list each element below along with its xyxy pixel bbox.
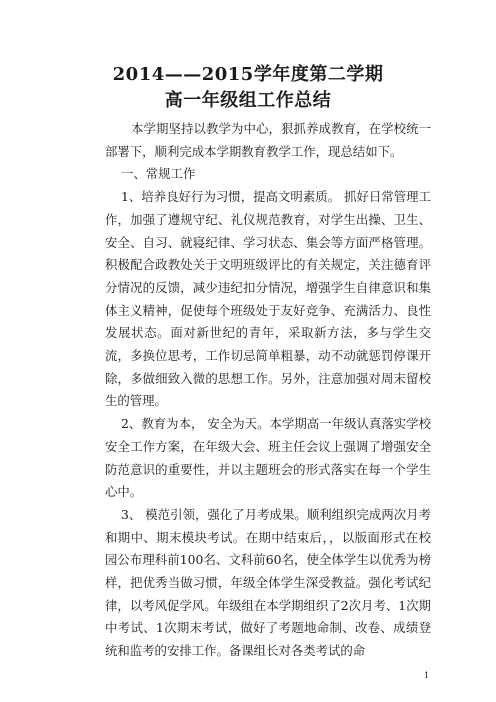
page-number: 1 xyxy=(424,671,430,680)
section-heading: 一、常规工作 xyxy=(121,166,196,182)
body-paragraph: 2、教育为本， 安全为天。本学期高一年级认真落实学校安全工作方案，在年级大会、班主任会议上强调了增强安全防范意识的重要性，并以主题班会的形式落实在每一个学生心中。 xyxy=(105,416,431,500)
document-title-line2: 高一年级组工作总结 xyxy=(164,90,332,111)
intro-paragraph: 本学期坚持以教学为中心，狠抓养成教育，在学校统一部署下，顺利完成本学期教育教学工作，现总结如下。 xyxy=(105,121,431,159)
body-paragraph: 1、培养良好行为习惯，提高文明素质。 抓好日常管理工作，加强了遵规守纪、礼仪规范教育，对学生出操、卫生、安全、自习、就寝纪律、学习状态、集会等方面严格管理。积极配合政教处关于文明班级评比的有关规定，关注德育评分情况的反馈，减少违纪扣分情况，增强学生自律意识和集体主义精神，促使每个班级处于友好竞争、充满活力、良性发展状态。面对新世纪的青年，采取新方法，多与学生交流，多换位思考，工作切忌简单粗暴，动不动就惩罚停课开除，多做细致入微的思想工作。另外，注意加强对周末留校生的管理。 xyxy=(105,189,431,409)
body-paragraph: 3、 模范引领，强化了月考成果。顺利组织完成两次月考和期中、期末模块考试。在期中结束后，，以版面形式在校园公布理科前100名、文科前60名，使全体学生以优秀为榜样，把优秀当做习惯，年级全体学生深受教益。强化考试纪律，以考风促学风。年级组在本学期组织了2次月考、1次期中考试、1次期末考试，做好了考题地命制、改卷、成绩登统和监考的安排工作。备课组长对各类考试的命 xyxy=(105,506,431,659)
document-title-line1: 2014——2015学年度第二学期 xyxy=(112,64,384,85)
document-body xyxy=(105,118,431,663)
